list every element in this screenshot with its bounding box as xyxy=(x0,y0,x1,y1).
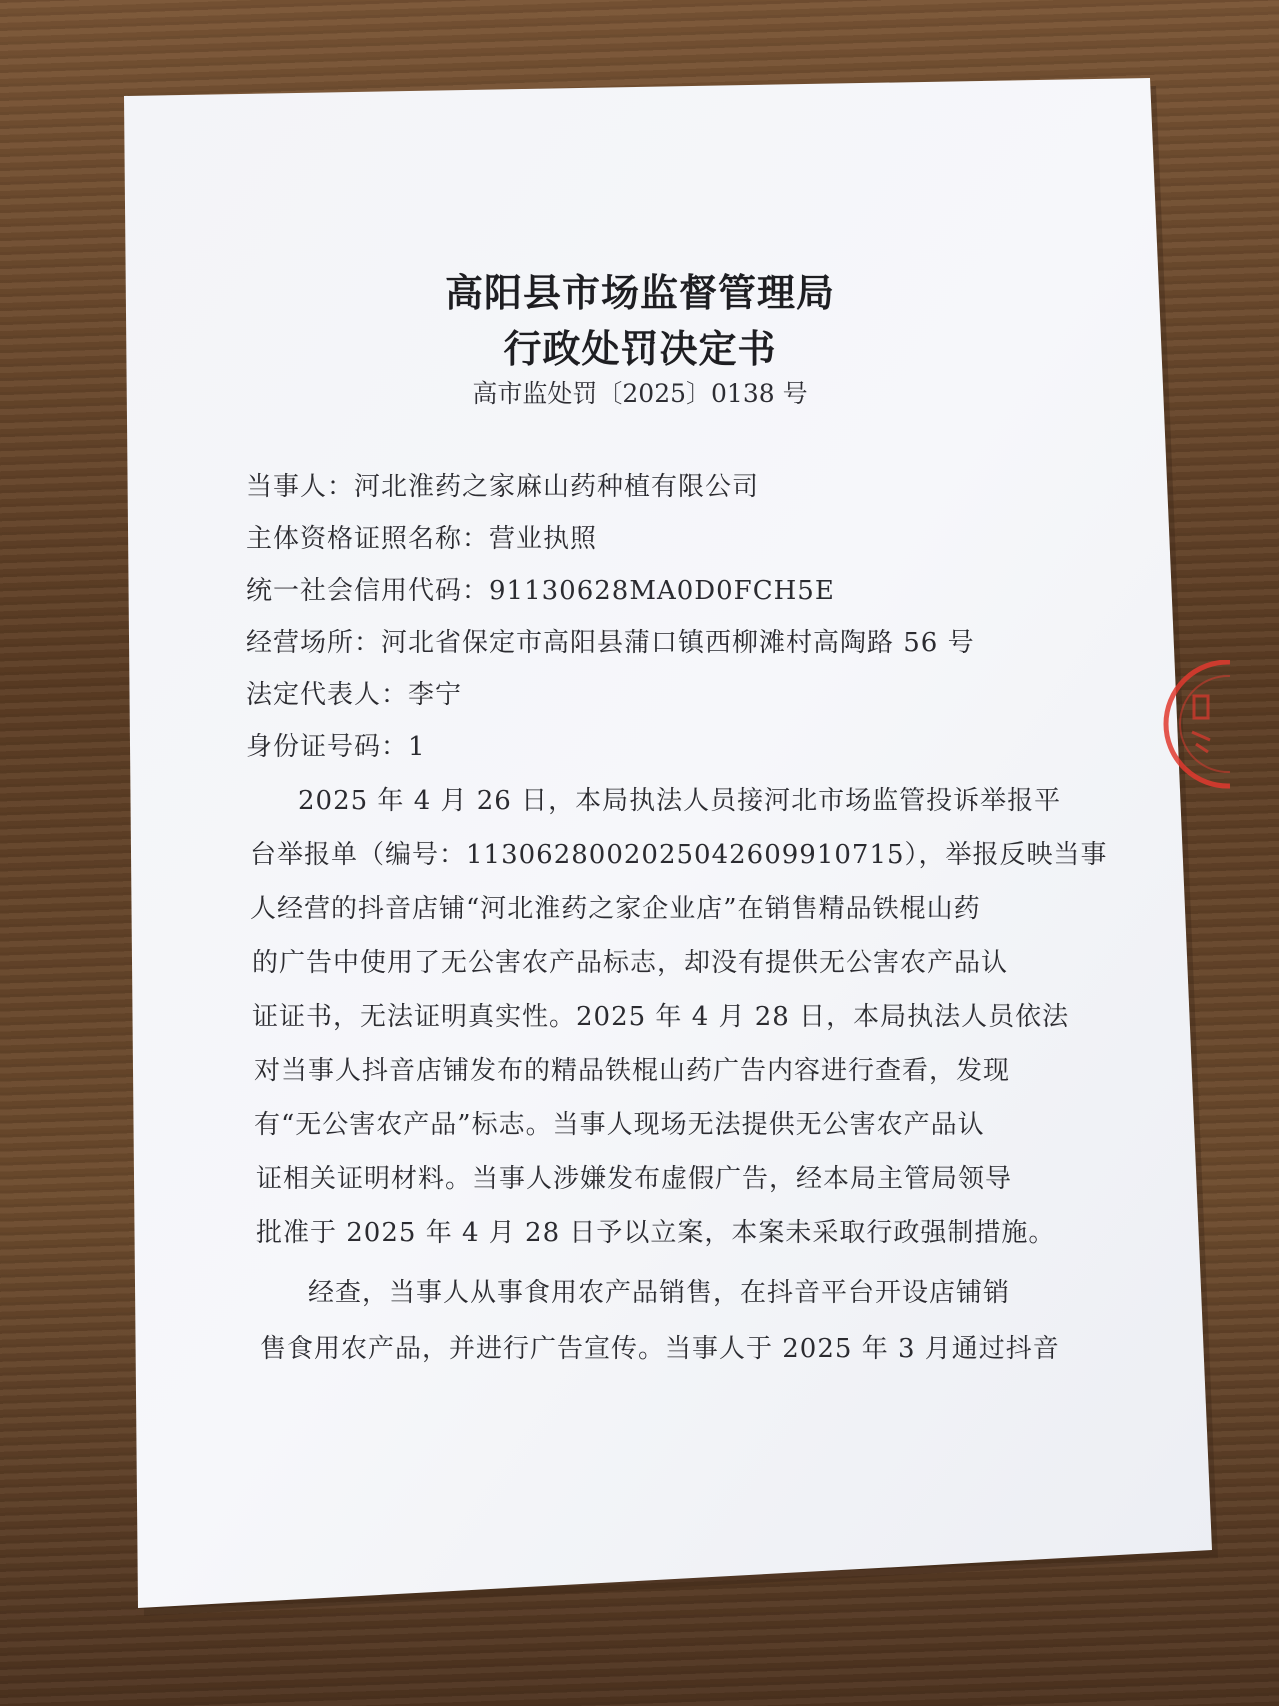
id-number: 身份证号码：1 xyxy=(246,732,426,762)
party-name: 当事人：河北淮药之家麻山药种植有限公司 xyxy=(246,472,760,502)
paragraph-line: 的广告中使用了无公害农产品标志，却没有提供无公害农产品认 xyxy=(252,948,1009,978)
document-title-type: 行政处罚决定书 xyxy=(503,326,777,371)
document-title-agency: 高阳县市场监督管理局 xyxy=(444,270,835,315)
paragraph-line: 台举报单（编号：11306280020250426099107​15），举报反映当事 xyxy=(250,840,1108,870)
paragraph-line: 人经营的抖音店铺“河北淮药之家企业店”在销售精品铁棍山药 xyxy=(250,894,981,924)
paragraph-line: 经查，当事人从事食用农产品销售，在抖音平台开设店铺销 xyxy=(308,1278,1011,1308)
credit-code: 统一社会信用代码：91130628MA0D0FCH5E xyxy=(246,576,835,606)
red-seal-fragment xyxy=(1150,660,1230,790)
paragraph-line: 有“无公害农产品”标志。当事人现场无法提供无公害农产品认 xyxy=(254,1110,985,1140)
business-address: 经营场所：河北省保定市高阳县蒲口镇西柳滩村高陶路 56 号 xyxy=(246,628,975,658)
paragraph-line: 对当事人抖音店铺发布的精品铁棍山药广告内容进行查看，发现 xyxy=(254,1056,1011,1086)
legal-representative: 法定代表人：李宁 xyxy=(246,680,463,710)
document-number: 高市监处罚〔2025〕0138 号 xyxy=(472,379,808,408)
paragraph-line: 批准于 2025 年 4 月 28 日予以立案，本案未采取行政强制措施。 xyxy=(256,1218,1056,1248)
paragraph-line: 证相关证明材料。当事人涉嫌发布虚假广告，经本局主管局领导 xyxy=(256,1164,1013,1194)
paragraph-line: 2025 年 4 月 26 日，本局执法人员接河北市场监管投诉举报平 xyxy=(298,786,1062,816)
paragraph-line: 证证书，无法证明真实性。2025 年 4 月 28 日，本局执法人员依法 xyxy=(252,1002,1070,1032)
license-name: 主体资格证照名称：营业执照 xyxy=(246,524,598,554)
paragraph-line: 售食用农产品，并进行广告宣传。当事人于 2025 年 3 月通过抖音 xyxy=(260,1334,1060,1364)
